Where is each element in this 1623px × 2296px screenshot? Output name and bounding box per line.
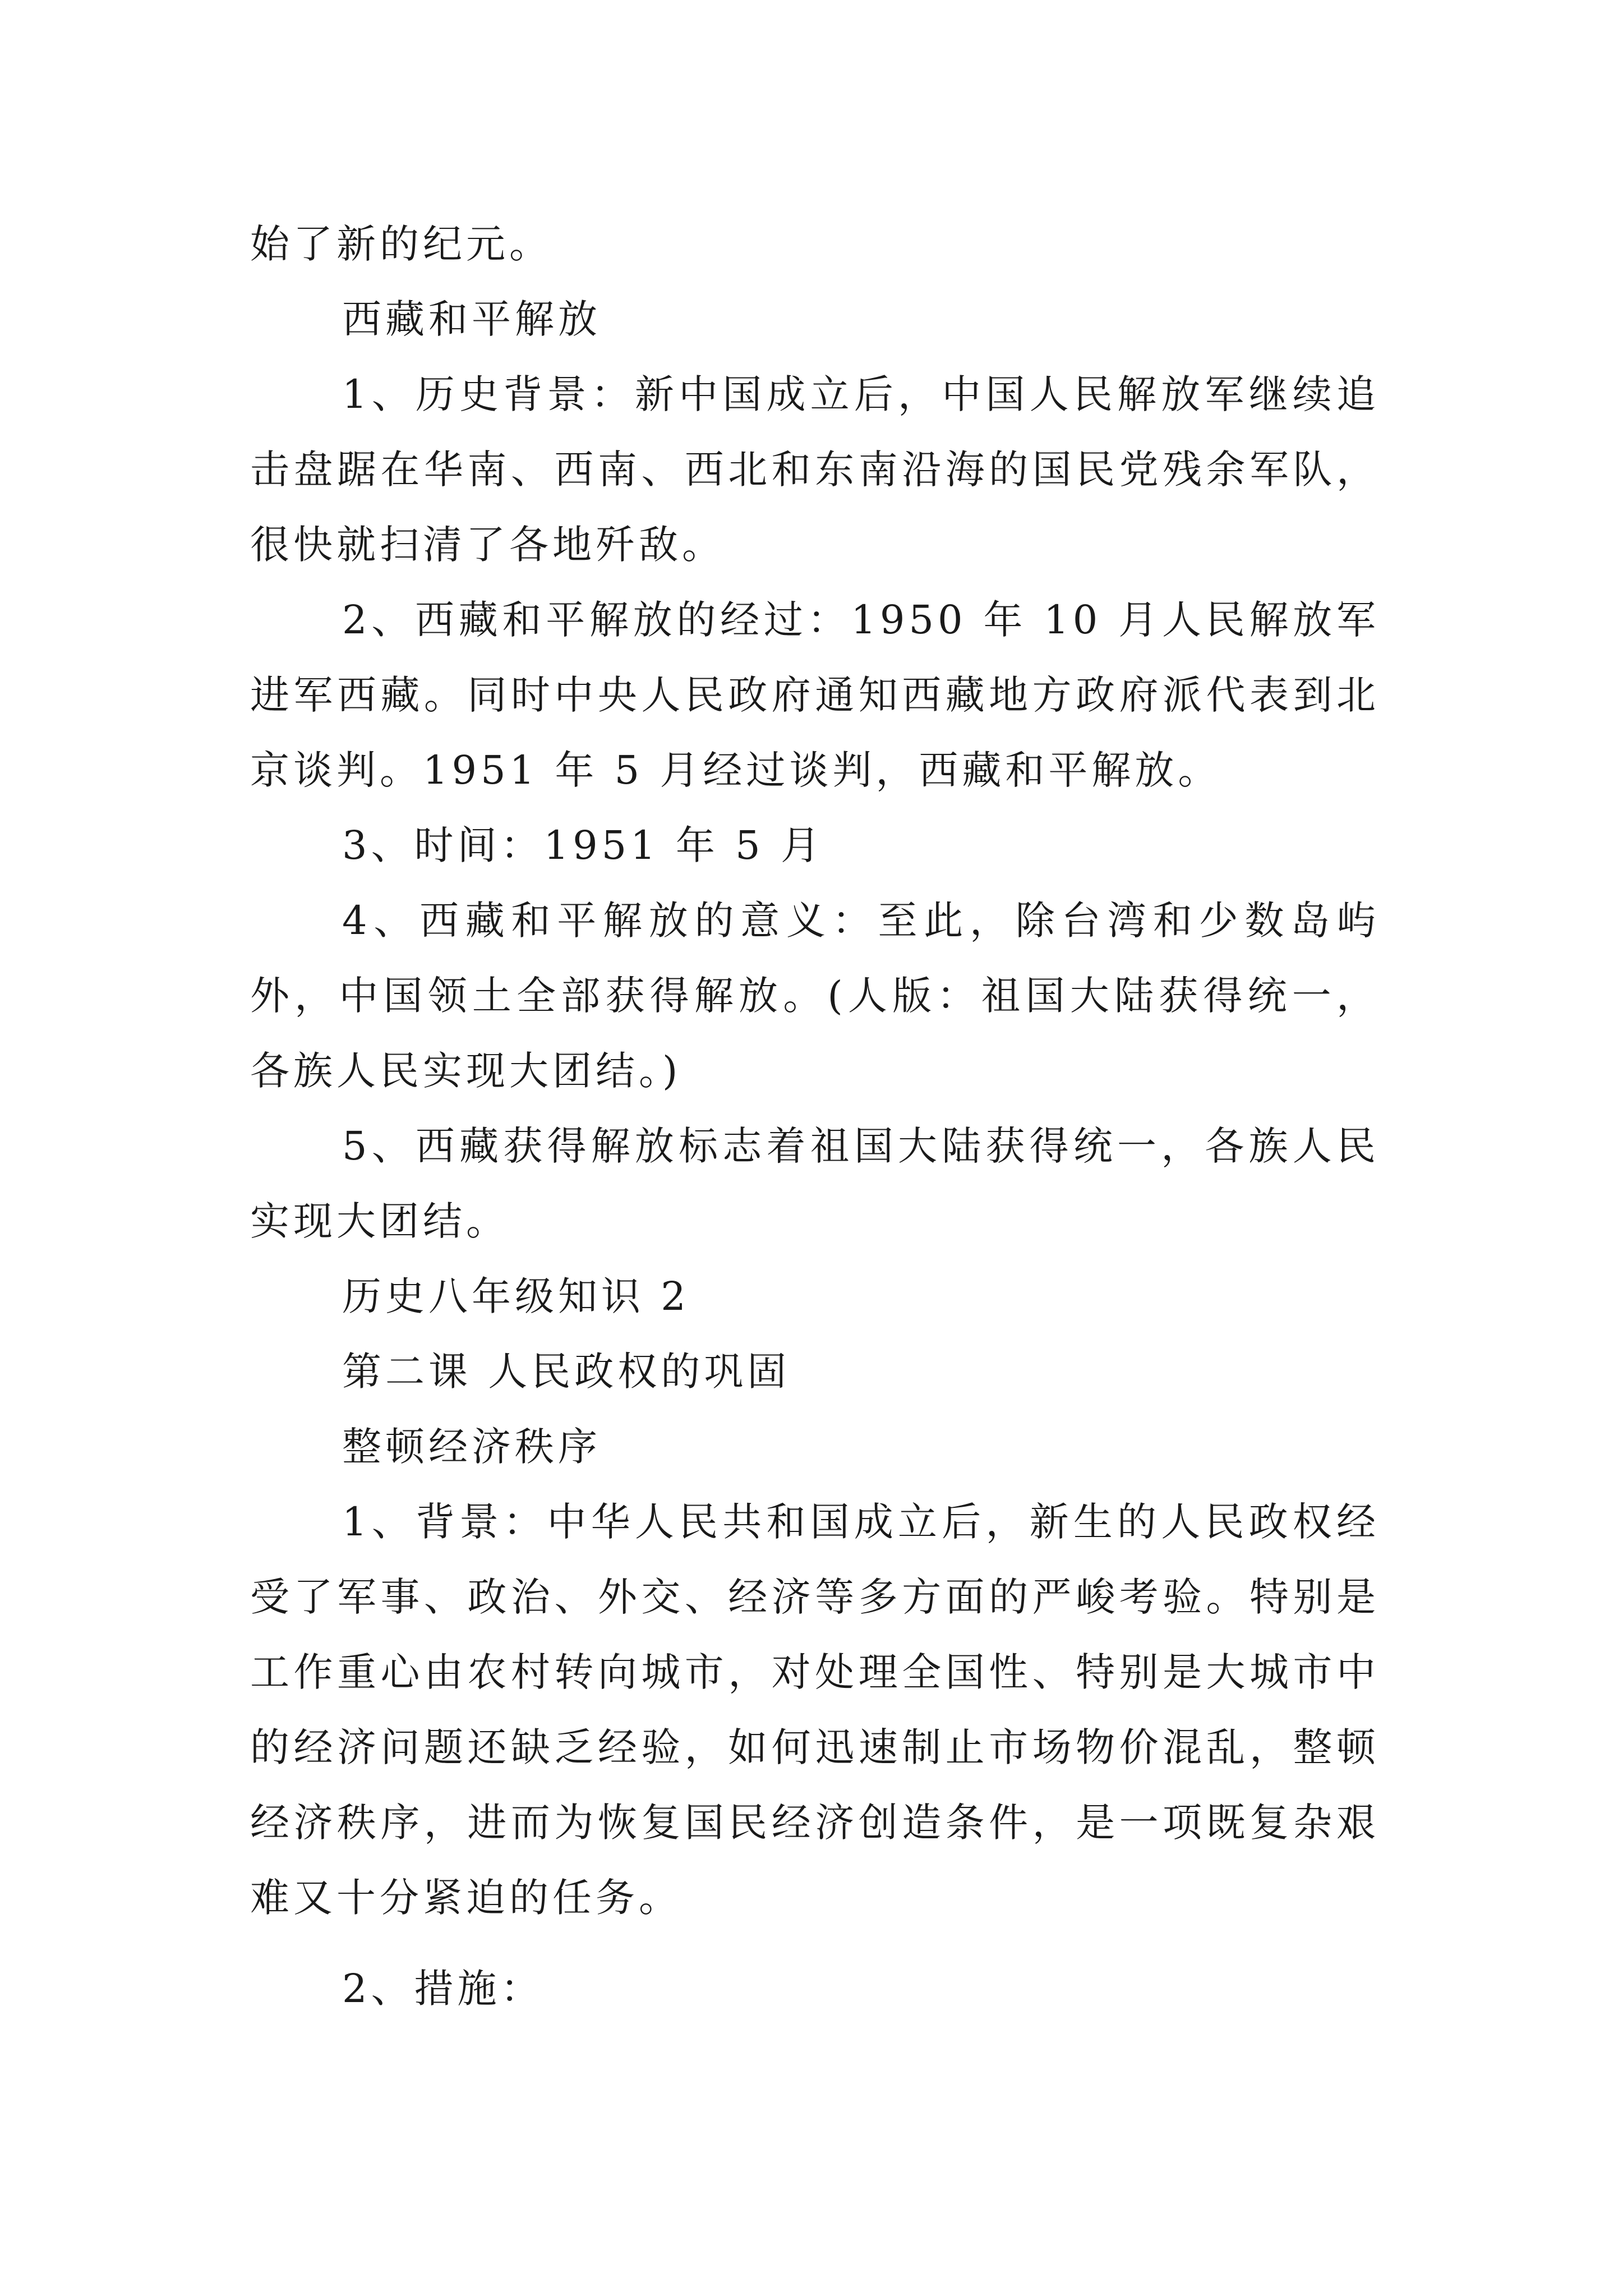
paragraph-unification: 5、西藏获得解放标志着祖国大陆获得统一，各族人民实现大团结。 <box>250 1123 1380 1244</box>
lesson-title: 第二课 人民政权的巩固 <box>342 1349 791 1395</box>
paragraph-historical-background: 1、历史背景：新中国成立后，中国人民解放军继续追击盘踞在华南、西南、西北和东南沿海的国民党残余军队，很快就扫清了各地歼敌。 <box>250 371 1380 568</box>
paragraph-economic-background: 1、背景：中华人民共和国成立后，新生的人民政权经受了军事、政治、外交、经济等多方面的严峻考验。特别是工作重心由农村转向城市，对处理全国性、特别是大城市中的经济问题还缺乏经验，如何迅速制止市场物价混乱，整顿经济秩序，进而为恢复国民经济创造条件，是一项既复杂艰难又十分紧迫的任务。 <box>250 1499 1380 1921</box>
section-heading-tibet-liberation: 西藏和平解放 <box>342 296 601 342</box>
paragraph-significance: 4、西藏和平解放的意义：至此，除台湾和少数岛屿外，中国领土全部获得解放。(人版：祖国大陆获得统一，各族人民实现大团结。) <box>250 898 1380 1094</box>
document-body <box>250 206 1380 2026</box>
section-heading-economic-order: 整顿经济秩序 <box>342 1424 601 1470</box>
paragraph-continuation: 始了新的纪元。 <box>250 221 552 267</box>
paragraph-liberation-process: 2、西藏和平解放的经过：1950 年 10 月人民解放军进军西藏。同时中央人民政府通知西藏地方政府派代表到北京谈判。1951 年 5 月经过谈判，西藏和平解放。 <box>250 597 1380 793</box>
paragraph-measures: 2、措施： <box>342 1966 544 2012</box>
section-heading-grade8-knowledge-2: 历史八年级知识 2 <box>342 1273 690 1319</box>
paragraph-time: 3、时间：1951 年 5 月 <box>342 822 824 868</box>
